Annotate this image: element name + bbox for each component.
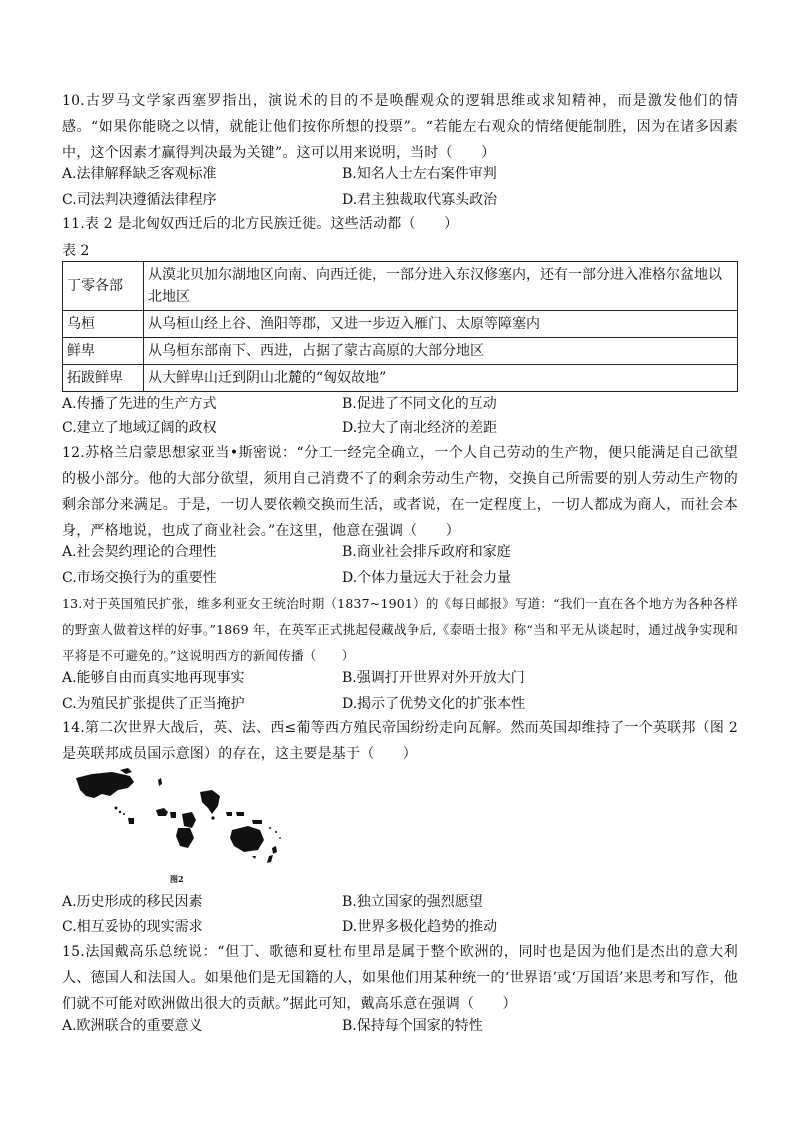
q12-option-b[interactable]: B.商业社会排斥政府和家庭 xyxy=(342,544,511,560)
q14-option-b[interactable]: B.独立国家的强烈愿望 xyxy=(342,894,483,910)
q11-option-d[interactable]: D.拉大了南北经济的差距 xyxy=(342,420,498,436)
table-row xyxy=(63,338,738,365)
q12-option-c[interactable]: C.市场交换行为的重要性 xyxy=(62,570,217,586)
q14-option-a[interactable]: A.历史形成的移民因素 xyxy=(62,894,203,910)
q13-option-a[interactable]: A.能够自由而真实地再现事实 xyxy=(62,670,245,686)
q14-stem: 14.第二次世界大战后，英、法、西≤葡等西方殖民帝国纷纷走向瓦解。然而英国却维持了一个英联邦（图 2 是英联邦成员国示意图）的存在，这主要是基于（ ） xyxy=(62,720,738,762)
q10-option-c[interactable]: C.司法判决遵循法律程序 xyxy=(62,192,217,208)
q10-stem: 10.古罗马文学家西塞罗指出，演说术的目的不是唤醒观众的逻辑思维或求知精神，而是激发他们的情感。“如果你能晓之以情，就能让他们按你所想的投票”。“若能左右观众的情绪便能制胜，因为在诸多因素中，这个因素才赢得判决最为关键”。这可以用来说明，当时（ ） xyxy=(62,93,738,161)
table-row xyxy=(63,365,738,392)
q11-option-c[interactable]: C.建立了地域辽阔的政权 xyxy=(62,420,217,436)
q14-option-d[interactable]: D.世界多极化趋势的推动 xyxy=(342,919,498,935)
q12-option-a[interactable]: A.社会契约理论的合理性 xyxy=(62,544,217,560)
commonwealth-map-image xyxy=(72,768,284,868)
table-label: 表 2 xyxy=(62,243,90,259)
q15-option-b[interactable]: B.保持每个国家的特性 xyxy=(342,1018,483,1034)
q13-option-d[interactable]: D.揭示了优势文化的扩张本性 xyxy=(342,696,526,712)
table-cell-name: 丁零各部 xyxy=(63,262,144,311)
q10-option-a[interactable]: A.法律解释缺乏客观标准 xyxy=(62,166,217,182)
table-cell-name: 乌桓 xyxy=(63,311,144,338)
q15-option-a[interactable]: A.欧洲联合的重要意义 xyxy=(62,1018,203,1034)
q11-option-a[interactable]: A.传播了先进的生产方式 xyxy=(62,396,217,412)
q12-option-d[interactable]: D.个体力量远大于社会力量 xyxy=(342,570,512,586)
q13-option-b[interactable]: B.强调打开世界对外开放大门 xyxy=(342,670,525,686)
q12-stem: 12.苏格兰启蒙思想家亚当•斯密说：“分工一经完全确立，一个人自己劳动的生产物，便只能满足自己欲望的极小部分。他的大部分欲望，须用自己消费不了的剩余劳动生产物，交换自己所需要的别人劳动生产物的剩余部分来满足。于是，一切人要依赖交换而生活，或者说，在一定程度上，一切人都成为商人，而社会本身，严格地说，也成了商业社会。”在这里，他意在强调（ ） xyxy=(62,445,738,539)
table-row xyxy=(63,311,738,338)
table-row xyxy=(63,262,738,311)
q15-stem: 15.法国戴高乐总统说：“但丁、歌德和夏杜布里昂是属于整个欧洲的，同时也是因为他们是杰出的意大利人、德国人和法国人。如果他们是无国籍的人，如果他们用某种统一的‘世界语’或‘万国语’来思考和写作，他们就不可能对欧洲做出很大的贡献。”据此可知，戴高乐意在强调（ ） xyxy=(62,944,738,1012)
table-cell-desc: 从乌桓山经上谷、渔阳等郡，又进一步迈入雁门、太原等障塞内 xyxy=(144,311,738,338)
q11-option-b[interactable]: B.促进了不同文化的互动 xyxy=(342,396,497,412)
q10-option-b[interactable]: B.知名人士左右案件审判 xyxy=(342,166,497,182)
table-cell-desc: 从漠北贝加尔湖地区向南、向西迁徙，一部分进入东汉修塞内，还有一部分进入准格尔盆地以北地区 xyxy=(144,262,738,311)
q13-option-c[interactable]: C.为殖民扩张提供了正当掩护 xyxy=(62,696,245,712)
q11-stem: 11.表 2 是北匈奴西迁后的北方民族迁徙。这些活动都（ ） xyxy=(62,216,459,232)
q14-option-c[interactable]: C.相互妥协的现实需求 xyxy=(62,919,203,935)
q10-option-d[interactable]: D.君主独裁取代寡头政治 xyxy=(342,192,498,208)
q13-stem: 13.对于英国殖民扩张，维多利亚女王统治时期（1837~1901）的《每日邮报》写道：“我们一直在各个地方为各种各样的野蛮人做着这样的好事。”1869 年，在英军正式挑起侵藏战争后,《泰晤士报》称“当和平无从谈起时，通过战争实现和平将是不可避免的。”这说明西方的新闻传播（ ） xyxy=(62,596,738,663)
table-cell-name: 拓跋鲜卑 xyxy=(63,365,144,392)
figure-caption: 图2 xyxy=(170,874,184,884)
table-cell-desc: 从大鲜卑山迁到阴山北麓的“匈奴故地” xyxy=(144,365,738,392)
table-cell-desc: 从乌桓东部南下、西进，占据了蒙古高原的大部分地区 xyxy=(144,338,738,365)
migration-table xyxy=(62,261,738,392)
table-cell-name: 鲜卑 xyxy=(63,338,144,365)
